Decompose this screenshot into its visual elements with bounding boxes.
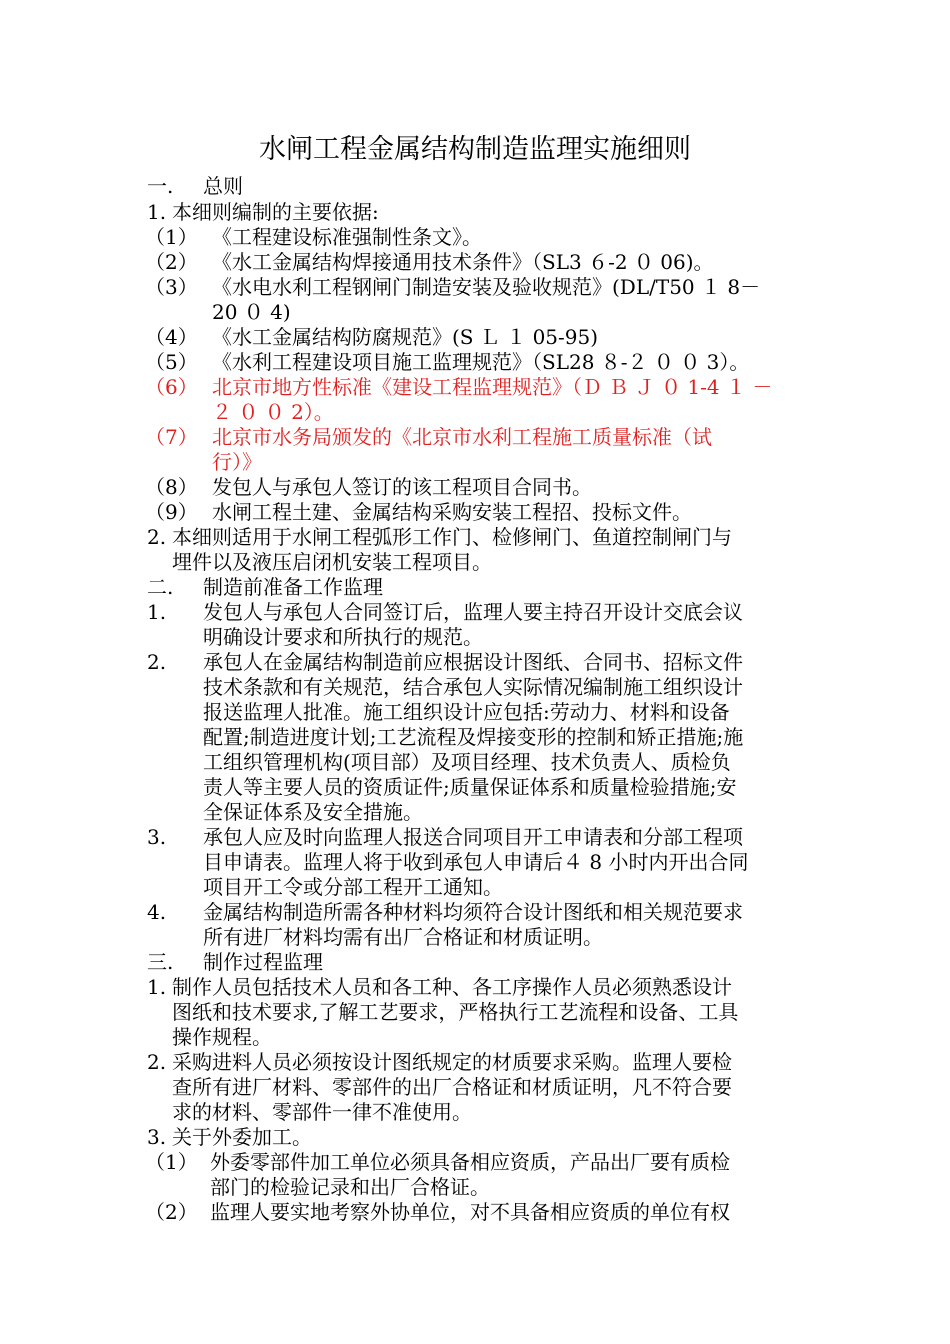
section-2-heading: 制造前准备工作监理 — [203, 575, 383, 599]
s3-item-3-text: 关于外委加工。 — [172, 1125, 312, 1149]
ref-2-text: 《水工金属结构焊接通用技术条件》（SL3 ６-2 ０ 06)。 — [212, 250, 714, 274]
ref-7-text-cont: 行）》 — [212, 450, 262, 474]
s3-item-2-line: 求的材料、零部件一律不准使用。 — [172, 1100, 472, 1124]
ref-6-number: （6） — [145, 375, 198, 399]
s2-item-3-line: 承包人应及时向监理人报送合同项目开工申请表和分部工程项 — [203, 825, 743, 849]
s2-item-3-number: 3. — [147, 825, 167, 849]
s2-item-2-line: 工组织管理机构(项目部）及项目经理、技术负责人、质检负 — [203, 750, 731, 774]
s3-item-1-line: 图纸和技术要求,了解工艺要求，严格执行工艺流程和设备、工具 — [172, 1000, 739, 1024]
item-1-text: 本细则编制的主要依据: — [172, 200, 379, 224]
page-title: 水闸工程金属结构制造监理实施细则 — [259, 134, 691, 165]
s2-item-1-line: 发包人与承包人合同签订后，监理人要主持召开设计交底会议 — [203, 600, 743, 624]
s3-sub-2-number: （2） — [145, 1200, 198, 1224]
ref-5-number: （5） — [145, 350, 198, 374]
ref-1-text: 《工程建设标准强制性条文》。 — [212, 225, 482, 249]
ref-4-number: （4） — [145, 325, 198, 349]
ref-7-number: （7） — [145, 425, 198, 449]
ref-4-text: 《水工金属结构防腐规范》(S Ｌ １ 05-95) — [212, 325, 599, 349]
ref-3-text: 《水电水利工程钢闸门制造安装及验收规范》(DL/T50 １ 8－ — [212, 275, 761, 299]
item-2-text: 本细则适用于水闸工程弧形工作门、检修闸门、鱼道控制闸门与 — [172, 525, 732, 549]
s3-item-2-number: 2. — [147, 1050, 167, 1074]
s2-item-3-line: 目申请表。监理人将于收到承包人申请后４ 8 小时内开出合同 — [203, 850, 749, 874]
item-1-number: 1. — [147, 200, 167, 224]
s3-sub-1-line: 部门的检验记录和出厂合格证。 — [210, 1175, 490, 1199]
ref-3-text-cont: 20 ０ 4) — [212, 300, 291, 324]
ref-9-text: 水闸工程土建、金属结构采购安装工程招、投标文件。 — [212, 500, 692, 524]
ref-1-number: （1） — [145, 225, 198, 249]
ref-2-number: （2） — [145, 250, 198, 274]
ref-6-text-cont: ２ ０ ０ 2）。 — [212, 400, 334, 424]
section-1-number: 一. — [147, 174, 174, 198]
s3-sub-1-number: （1） — [145, 1150, 198, 1174]
s3-item-3-number: 3. — [147, 1125, 167, 1149]
s3-sub-2-text: 监理人要实地考察外协单位，对不具备相应资质的单位有权 — [210, 1200, 730, 1224]
s2-item-2-line: 报送监理人批准。施工组织设计应包括:劳动力、材料和设备 — [203, 700, 730, 724]
s2-item-4-number: 4. — [147, 900, 167, 924]
s2-item-1-number: 1. — [147, 600, 167, 624]
ref-7-text: 北京市水务局颁发的《北京市水利工程施工质量标准（试 — [212, 425, 712, 449]
s2-item-2-line: 全保证体系及安全措施。 — [203, 800, 423, 824]
s2-item-2-line: 配置;制造进度计划;工艺流程及焊接变形的控制和矫正措施;施 — [203, 725, 744, 749]
section-2-number: 二. — [147, 575, 174, 599]
s3-item-2-line: 采购进料人员必须按设计图纸规定的材质要求采购。监理人要检 — [172, 1050, 732, 1074]
s2-item-2-number: 2. — [147, 650, 167, 674]
section-3-number: 三. — [147, 950, 174, 974]
s3-item-1-number: 1. — [147, 975, 167, 999]
s2-item-2-line: 责人等主要人员的资质证件;质量保证体系和质量检验措施;安 — [203, 775, 737, 799]
ref-6-text: 北京市地方性标准《建设工程监理规范》（Ｄ Ｂ Ｊ ０ 1-4 １ － — [212, 375, 773, 399]
item-2-number: 2. — [147, 525, 167, 549]
s3-item-2-line: 查所有进厂材料、零部件的出厂合格证和材质证明，凡不符合要 — [172, 1075, 732, 1099]
item-2-text-cont: 埋件以及液压启闭机安装工程项目。 — [172, 550, 492, 574]
section-3-heading: 制作过程监理 — [203, 950, 323, 974]
ref-8-number: （8） — [145, 475, 198, 499]
ref-9-number: （9） — [145, 500, 198, 524]
s2-item-1-line: 明确设计要求和所执行的规范。 — [203, 625, 483, 649]
s2-item-3-line: 项目开工令或分部工程开工通知。 — [203, 875, 503, 899]
s3-sub-1-line: 外委零部件加工单位必须具备相应资质，产品出厂要有质检 — [210, 1150, 730, 1174]
ref-3-number: （3） — [145, 275, 198, 299]
s3-item-1-line: 操作规程。 — [172, 1025, 272, 1049]
ref-5-text: 《水利工程建设项目施工监理规范》（SL28 ８-２ ０ ０ 3）。 — [212, 350, 750, 374]
ref-8-text: 发包人与承包人签订的该工程项目合同书。 — [212, 475, 592, 499]
section-1-heading: 总则 — [203, 174, 243, 198]
s3-item-1-line: 制作人员包括技术人员和各工种、各工序操作人员必须熟悉设计 — [172, 975, 732, 999]
s2-item-4-line: 所有进厂材料均需有出厂合格证和材质证明。 — [203, 925, 603, 949]
s2-item-4-line: 金属结构制造所需各种材料均须符合设计图纸和相关规范要求 — [203, 900, 743, 924]
s2-item-2-line: 技术条款和有关规范，结合承包人实际情况编制施工组织设计 — [203, 675, 743, 699]
s2-item-2-line: 承包人在金属结构制造前应根据设计图纸、合同书、招标文件 — [203, 650, 743, 674]
